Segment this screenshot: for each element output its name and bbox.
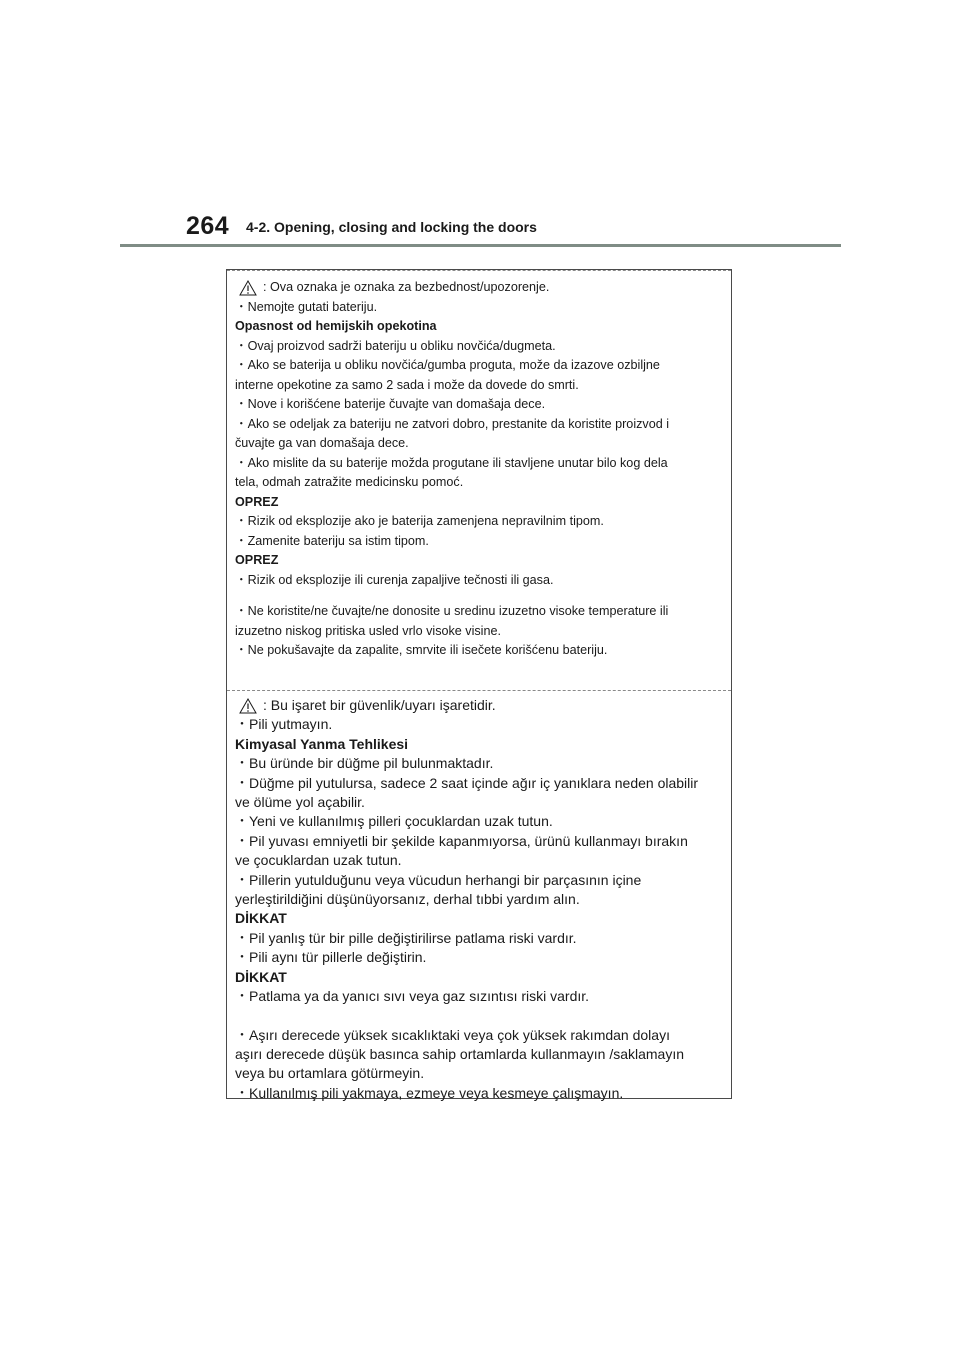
text-line: izuzetno niskog pritiska usled vrlo visoke visine. xyxy=(235,623,501,638)
battery-warning-box xyxy=(226,269,732,1099)
text-line: ve ölüme yol açabilir. xyxy=(235,794,365,811)
text-line: ・Aşırı derecede yüksek sıcaklıktaki veya çok yüksek rakımdan dolayı xyxy=(235,1026,670,1043)
text-line: ・Düğme pil yutulursa, sadece 2 saat içinde ağır iç yanıklara neden olabilir xyxy=(235,774,699,791)
text-line: ・Pili aynı tür pillerle değiştirin. xyxy=(235,949,427,966)
text-line: ・Ako mislite da su baterije možda progutane ili stavljene unutar bilo kog dela xyxy=(235,455,668,470)
warning-icon xyxy=(239,280,257,296)
caution-heading: DİKKAT xyxy=(235,910,287,927)
text-line: ・Patlama ya da yanıcı sıvı veya gaz sızıntısı riski vardır. xyxy=(235,988,590,1005)
turkish-warning-text: : Bu işaret bir güvenlik/uyarı işaretidir. xyxy=(263,697,496,713)
text-line: ・Ne koristite/ne čuvajte/ne donosite u sredinu izuzetno visoke temperature ili xyxy=(235,604,669,618)
text-line: čuvajte ga van domašaja dece. xyxy=(235,436,409,450)
text-line: interne opekotine za samo 2 sada i može da dovede do smrti. xyxy=(235,377,579,392)
section-title: 4-2. Opening, closing and locking the doors xyxy=(246,219,537,235)
text-line: ・Nove i korišćene baterije čuvajte van domašaja dece. xyxy=(235,397,546,411)
serbian-warning-row xyxy=(235,278,721,298)
text-line: ・Pil yuvası emniyetli bir şekilde kapanmıyorsa, ürünü kullanmayı bırakın xyxy=(235,832,688,849)
subheading: Kimyasal Yanma Tehlikesi xyxy=(235,735,409,752)
text-line: ・Pillerin yutulduğunu veya vücudun herhangi bir parçasının içine xyxy=(235,871,642,888)
serbian-warning-text: : Ova oznaka je oznaka za bezbednost/upozorenje. xyxy=(263,280,550,294)
warning-icon xyxy=(239,698,257,714)
text-line: aşırı derecede düşük basınca sahip ortamlarda kullanmayın /saklamayın xyxy=(235,1045,685,1062)
turkish-warning-row xyxy=(235,696,721,715)
spacer xyxy=(235,590,721,602)
text-line: ・Ovaj proizvod sadrži bateriju u obliku novčića/dugmeta. xyxy=(235,338,556,353)
caution-heading: OPREZ xyxy=(235,494,279,509)
text-line: ・Ne pokušavajte da zapalite, smrvite ili isečete korišćenu bateriju. xyxy=(235,643,608,657)
text-line: ・Kullanılmış pili yakmaya, ezmeye veya kesmeye çalışmayın. xyxy=(235,1084,624,1101)
text-line: ・Ako se baterija u obliku novčića/gumba proguta, može da izazove ozbiljne xyxy=(235,358,660,372)
box-top-dashed-rule xyxy=(227,270,731,271)
turkish-warning-section xyxy=(235,696,721,1103)
section-divider xyxy=(227,690,731,691)
text-line: ・Ako se odeljak za bateriju ne zatvori dobro, prestanite da koristite proizvod i xyxy=(235,416,670,431)
text-line: ・Zamenite bateriju sa istim tipom. xyxy=(235,533,429,548)
text-line: ・Pili yutmayın. xyxy=(235,716,333,733)
text-line: ve çocuklardan uzak tutun. xyxy=(235,852,402,869)
caution-heading: OPREZ xyxy=(235,553,279,567)
subheading: Opasnost od hemijskih opekotina xyxy=(235,319,437,333)
header-rule xyxy=(120,244,841,247)
text-line: ・Nemojte gutati bateriju. xyxy=(235,299,378,314)
text-line: ・Pil yanlış tür bir pille değiştirilirse patlama riski vardır. xyxy=(235,929,577,946)
text-line: veya bu ortamlara götürmeyin. xyxy=(235,1065,425,1082)
text-line: ・Rizik od eksplozije ako je baterija zamenjena nepravilnim tipom. xyxy=(235,514,604,528)
text-line: ・Rizik od eksplozije ili curenja zapaljive tečnosti ili gasa. xyxy=(235,572,554,587)
page-number: 264 xyxy=(186,212,230,240)
spacer xyxy=(235,1007,721,1026)
text-line: yerleştirildiğini düşünüyorsanız, derhal tıbbi yardım alın. xyxy=(235,891,580,908)
caution-heading: DİKKAT xyxy=(235,968,287,985)
text-line: ・Yeni ve kullanılmış pilleri çocuklardan uzak tutun. xyxy=(235,813,553,830)
serbian-warning-section xyxy=(235,278,721,661)
text-line: ・Bu üründe bir düğme pil bulunmaktadır. xyxy=(235,755,494,772)
text-line: tela, odmah zatražite medicinsku pomoć. xyxy=(235,475,464,489)
